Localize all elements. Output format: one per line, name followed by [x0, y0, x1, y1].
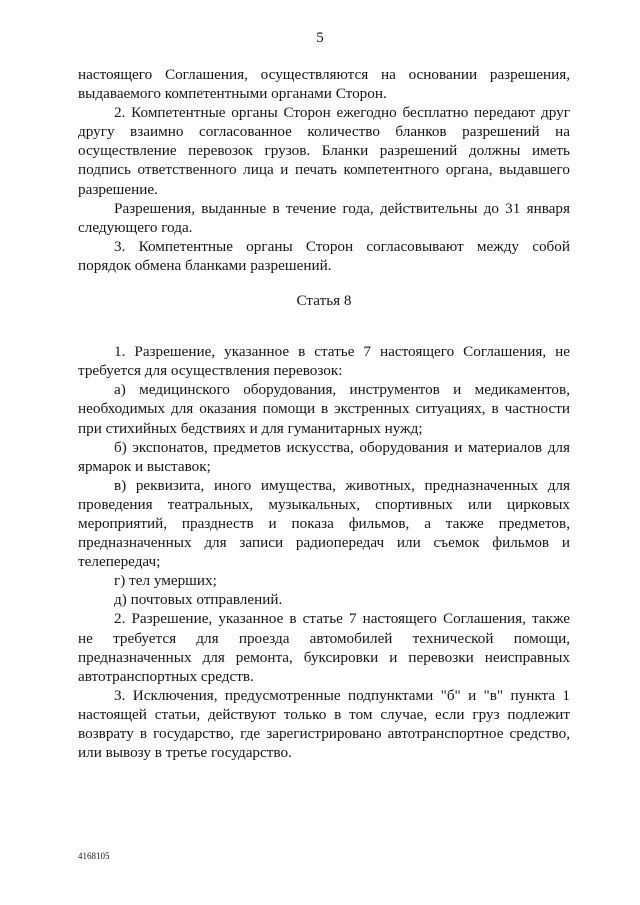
- document-body: [78, 65, 570, 762]
- article8-paragraph-1: 1. Разрешение, указанное в статье 7 настоящего Соглашения, не требуется для осуществления перевозок:: [78, 343, 570, 380]
- page-number: 5: [316, 30, 324, 46]
- paragraph-item-3: 3. Компетентные органы Сторон согласовывают между собой порядок обмена бланками разрешений.: [78, 237, 570, 274]
- article-heading: Статья 8: [296, 292, 352, 310]
- article8-subitem-v: в) реквизита, иного имущества, животных, предназначенных для проведения театральных, музыкальных, спортивных или цирковых мероприятий, празднеств и показа фильмов, а также предметов, предназначенных для записи радиопередач или съемок фильмов и телепередач;: [78, 476, 570, 571]
- article8-subitem-g: г) тел умерших;: [114, 572, 217, 590]
- paragraph-item-2: 2. Компетентные органы Сторон ежегодно бесплатно передают друг другу взаимно согласованное количество бланков разрешений на осуществление перевозок грузов. Бланки разрешений должны иметь подпись ответственного лица и печать компетентного органа, выдавшего разрешение.: [78, 104, 570, 198]
- paragraph-continuation: настоящего Соглашения, осуществляются на основании разрешения, выдаваемого компетентными органами Сторон.: [78, 66, 570, 103]
- article8-subitem-d: д) почтовых отправлений.: [114, 591, 283, 609]
- document-code: 4168105: [78, 851, 110, 861]
- paragraph-validity: Разрешения, выданные в течение года, действительны до 31 января следующего года.: [78, 199, 570, 236]
- article8-subitem-b: б) экспонатов, предметов искусства, оборудования и материалов для ярмарок и выставок;: [78, 438, 570, 475]
- article8-paragraph-3: 3. Исключения, предусмотренные подпунктами "б" и "в" пункта 1 настоящей статьи, действуют только в том случае, если груз подлежит возврату в государство, где зарегистрировано автотранспортное средство, или вывозу в третье государство.: [78, 686, 570, 762]
- article8-subitem-a: а) медицинского оборудования, инструментов и медикаментов, необходимых для оказания помощи в экстренных ситуациях, в частности при стихийных бедствиях и для гуманитарных нужд;: [78, 381, 570, 437]
- article8-paragraph-2: 2. Разрешение, указанное в статье 7 настоящего Соглашения, также не требуется для проезда автомобилей технической помощи, предназначенных для ремонта, буксировки и перевозки неисправных автотранспортных средств.: [78, 610, 570, 685]
